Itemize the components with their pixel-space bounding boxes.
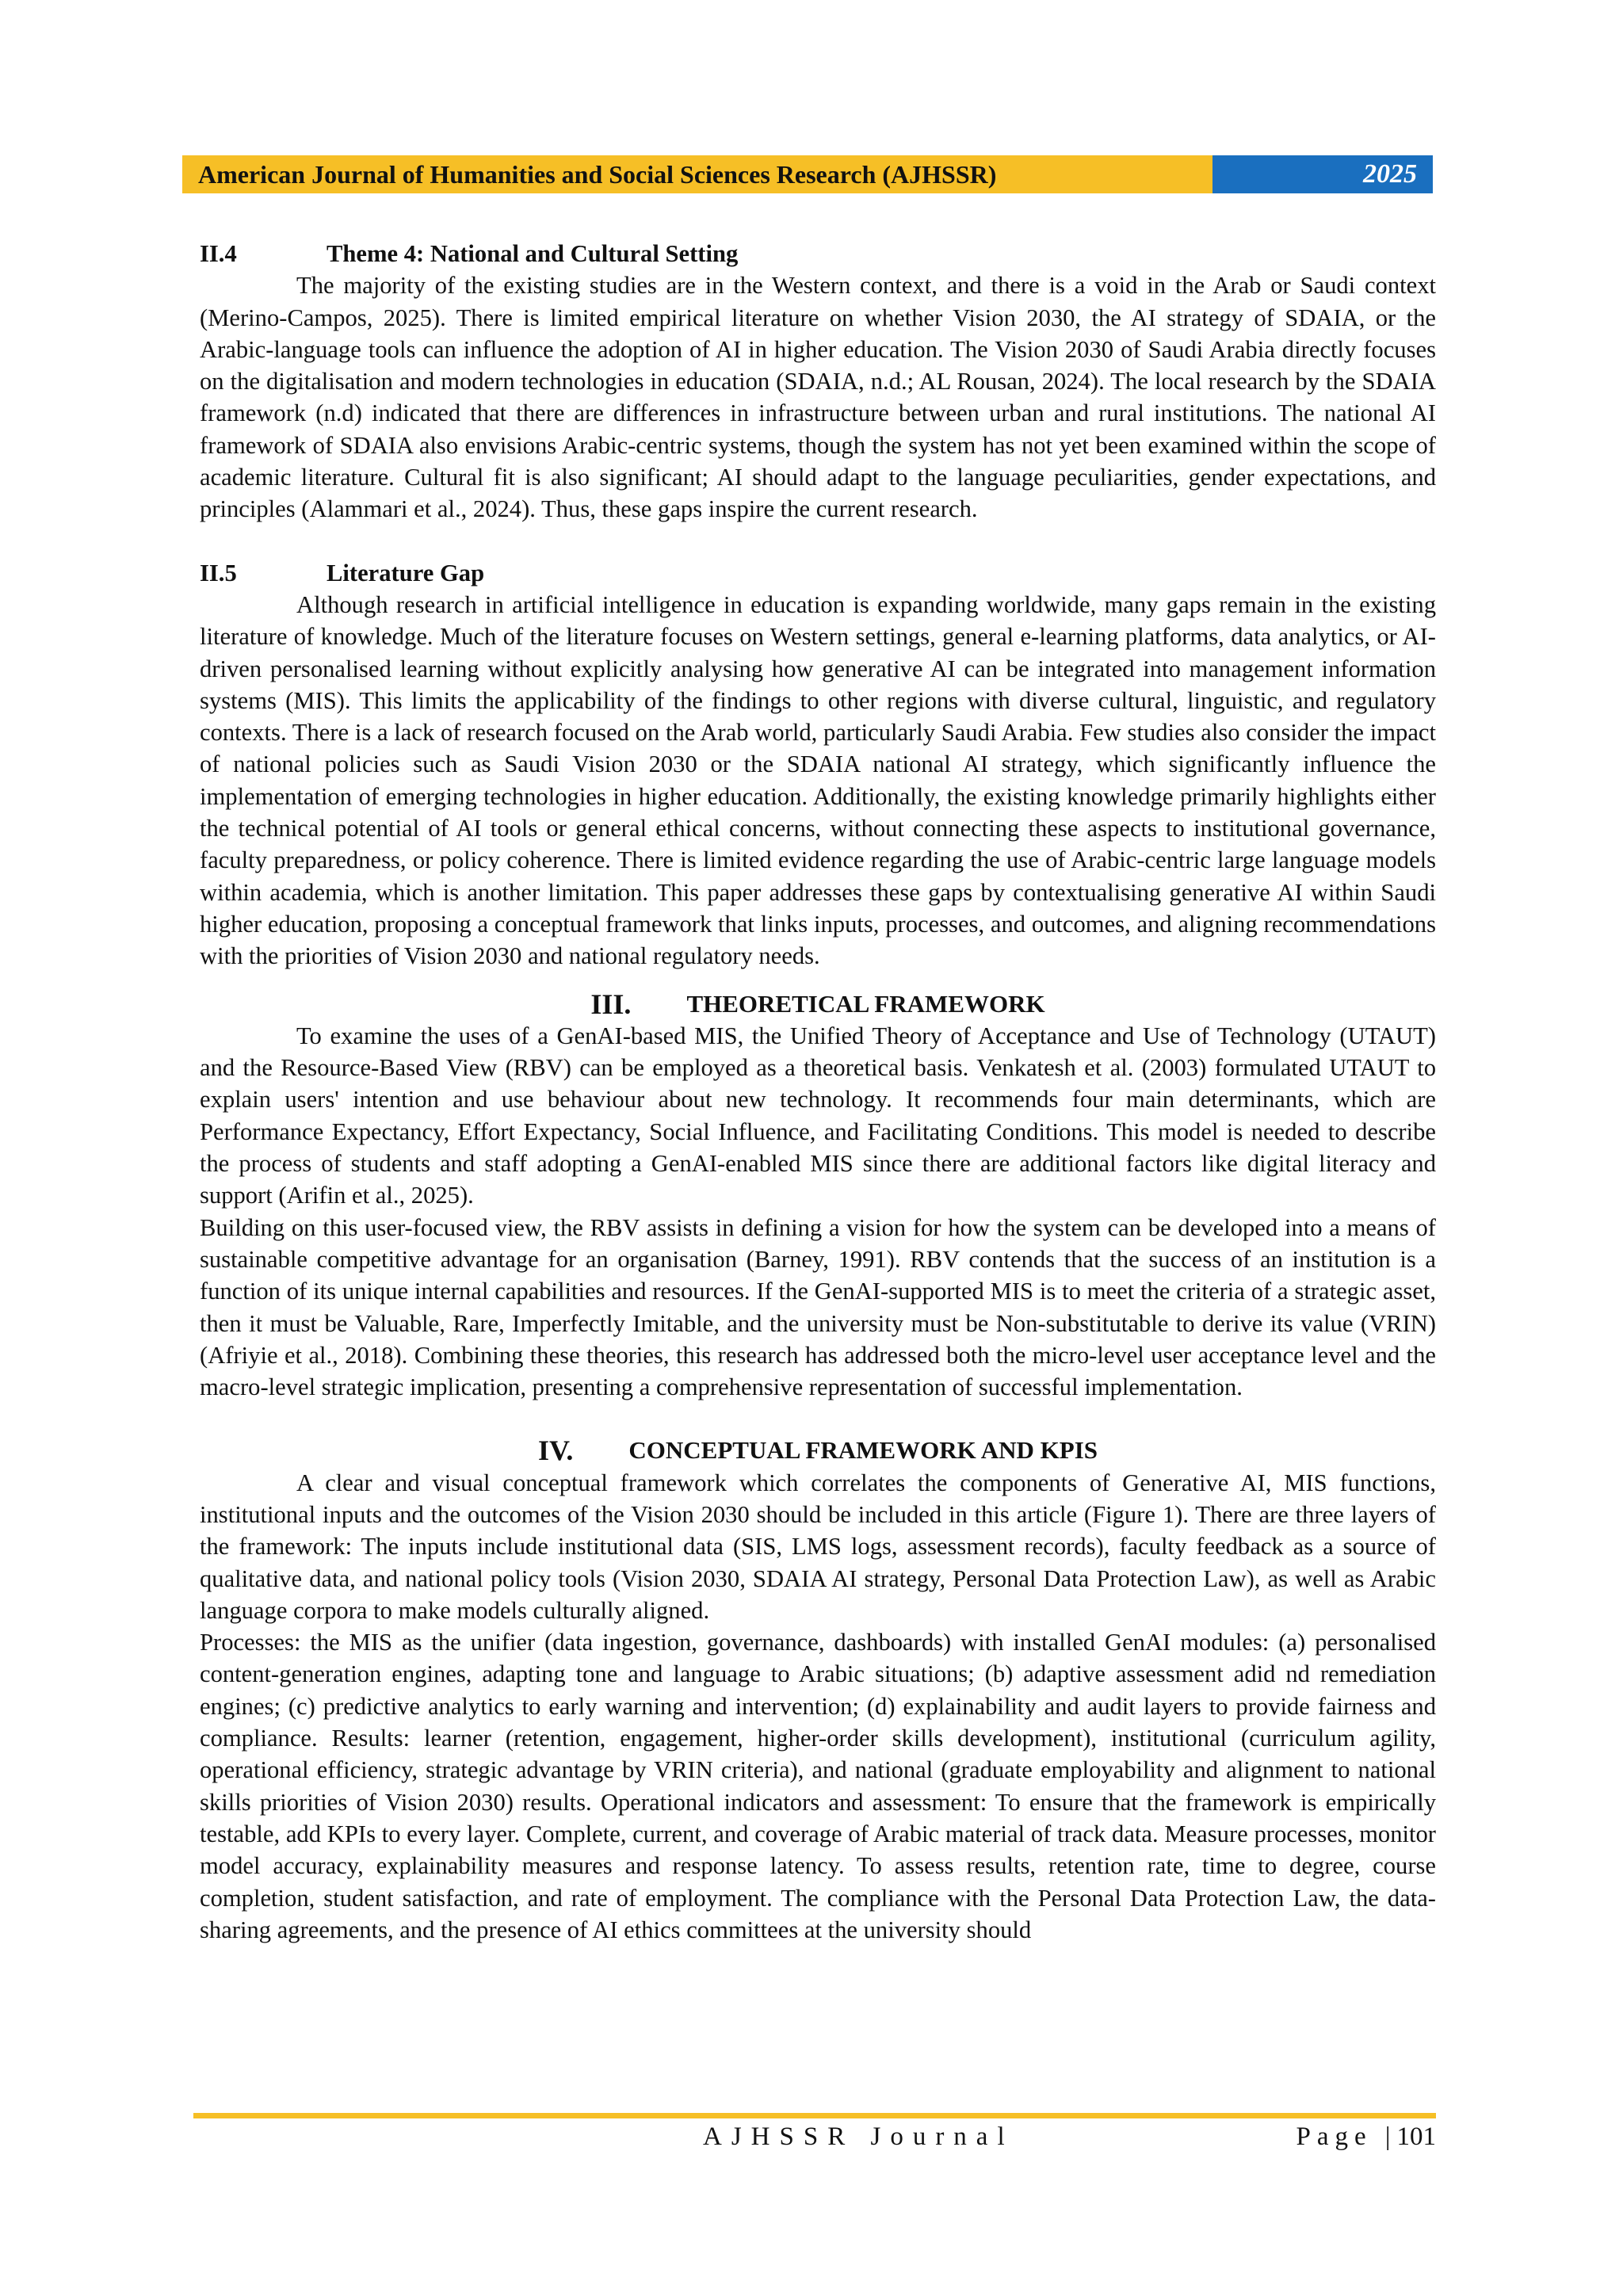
section-heading	[200, 988, 1436, 1020]
section-2-5	[200, 557, 1436, 972]
section-number: II.4	[200, 240, 237, 267]
journal-title: American Journal of Humanities and Social Sciences Research (AJHSSR)	[182, 155, 1212, 193]
paragraph: A clear and visual conceptual framework which correlates the components of Generative AI, MIS functions, institutional inputs and the outcomes of the Vision 2030 should be included in this article (Figure 1). There are three layers of the framework: The inputs include institutional data (SIS, LMS logs, assessment records), faculty feedback as a source of qualitative data, and national policy tools (Vision 2030, SDAIA AI strategy, Personal Data Protection Law), as well as Arabic language corpora to make models culturally aligned.	[200, 1469, 1436, 1624]
paragraph: To examine the uses of a GenAI-based MIS, the Unified Theory of Acceptance and Use of Technology (UTAUT) and the Resource-Based View (RBV) can be employed as a theoretical basis. Venkatesh et al. (2003) formulated UTAUT to explain users' intention and use behaviour about new technology. It recommends four main determinants, which are Performance Expectancy, Effort Expectancy, Social Influence, and Facilitating Conditions. This model is needed to describe the process of students and staff adopting a GenAI-enabled MIS since there are additional factors like digital literacy and support (Arifin et al., 2025).	[200, 1022, 1436, 1209]
page-body	[200, 238, 1436, 1946]
section-title: Literature Gap	[327, 559, 485, 586]
section-4	[200, 1435, 1436, 1946]
section-heading	[200, 557, 1436, 589]
section-number: II.5	[200, 559, 237, 586]
paragraph: Building on this user-focused view, the RBV assists in defining a vision for how the system can be developed into a means of sustainable competitive advantage for an organisation (Barney, 1991). RBV contends that the success of an institution is a function of its unique internal capabilities and resources. If the GenAI-supported MIS is to meet the criteria of a strategic asset, then it must be Valuable, Rare, Imperfectly Imitable, and the university must be Non-substitutable to derive its value (VRIN) (Afriyie et al., 2018). Combining these theories, this research has addressed both the micro-level user acceptance level and the macro-level strategic implication, presenting a comprehensive representation of successful implementation.	[200, 1213, 1436, 1401]
page-label: Page |	[1296, 2122, 1397, 2151]
paragraph: Processes: the MIS as the unifier (data ingestion, governance, dashboards) with installed GenAI modules: (a) personalised content-generation engines, adapting tone and language to Arabic situations; (b) adaptive assessment adid nd remediation engines; (c) predictive analytics to early warning and intervention; (d) explainability and audit layers to provide fairness and compliance. Results: learner (retention, engagement, higher-order skills development), institutional (curriculum agility, operational efficiency, strategic advantage by VRIN criteria), and national (graduate employability and alignment to national skills priorities of Vision 2030) results. Operational indicators and assessment: To ensure that the framework is empirically testable, add KPIs to every layer. Complete, current, and coverage of Arabic material of track data. Measure processes, monitor model accuracy, explainability measures and response latency. To assess results, retention rate, time to degree, course completion, student satisfaction, and rate of employment. The compliance with the Personal Data Protection Law, the data-sharing agreements, and the presence of AI ethics committees at the university should	[200, 1629, 1436, 1943]
paragraph: The majority of the existing studies are in the Western context, and there is a void in the Arab or Saudi context (Merino-Campos, 2025). There is limited empirical literature on whether Vision 2030, the AI strategy of SDAIA, or the Arabic-language tools can influence the adoption of AI in higher education. The Vision 2030 of Saudi Arabia directly focuses on the digitalisation and modern technologies in education (SDAIA, n.d.; AL Rousan, 2024). The local research by the SDAIA framework (n.d) indicated that there are differences in infrastructure between urban and rural institutions. The national AI framework of SDAIA also envisions Arabic-centric systems, though the system has not yet been examined within the scope of academic literature. Cultural fit is also significant; AI should adapt to the language peculiarities, gender expectations, and principles (Alammari et al., 2024). Thus, these gaps inspire the current research.	[200, 272, 1436, 523]
page-number	[1296, 2122, 1436, 2152]
section-number: IV.	[538, 1435, 574, 1467]
section-title: CONCEPTUAL FRAMEWORK AND KPIS	[628, 1436, 1098, 1465]
section-2-4	[200, 238, 1436, 525]
footer-rule	[193, 2113, 1436, 2118]
section-heading	[200, 238, 1436, 269]
journal-header	[182, 155, 1433, 193]
journal-year: 2025	[1212, 155, 1433, 193]
section-title: THEORETICAL FRAMEWORK	[686, 989, 1045, 1018]
footer-journal-name: AJHSSR Journal	[703, 2122, 1014, 2151]
paragraph: Although research in artificial intelligence in education is expanding worldwide, many gaps remain in the existing literature of knowledge. Much of the literature focuses on Western settings, general e-learning platforms, data analytics, or AI-driven personalised learning without explicitly analysing how generative AI can be integrated into management information systems (MIS). This limits the applicability of the findings to other regions with diverse cultural, linguistic, and regulatory contexts. There is a lack of research focused on the Arab world, particularly Saudi Arabia. Few studies also consider the impact of national policies such as Saudi Vision 2030 or the SDAIA national AI strategy, which significantly influence the implementation of emerging technologies in higher education. Additionally, the existing knowledge primarily highlights either the technical potential of AI tools or general ethical concerns, without connecting these aspects to institutional governance, faculty preparedness, or policy coherence. There is limited evidence regarding the use of Arabic-centric large language models within academia, which is another limitation. This paper addresses these gaps by contextualising generative AI within Saudi higher education, proposing a conceptual framework that links inputs, processes, and outcomes, and aligning recommendations with the priorities of Vision 2030 and national regulatory needs.	[200, 590, 1436, 970]
page-number-value: 101	[1396, 2122, 1436, 2151]
section-title: Theme 4: National and Cultural Setting	[327, 240, 739, 267]
section-3	[200, 988, 1436, 1404]
section-number: III.	[590, 988, 632, 1020]
section-heading	[200, 1435, 1436, 1466]
page-footer	[193, 2122, 1436, 2162]
